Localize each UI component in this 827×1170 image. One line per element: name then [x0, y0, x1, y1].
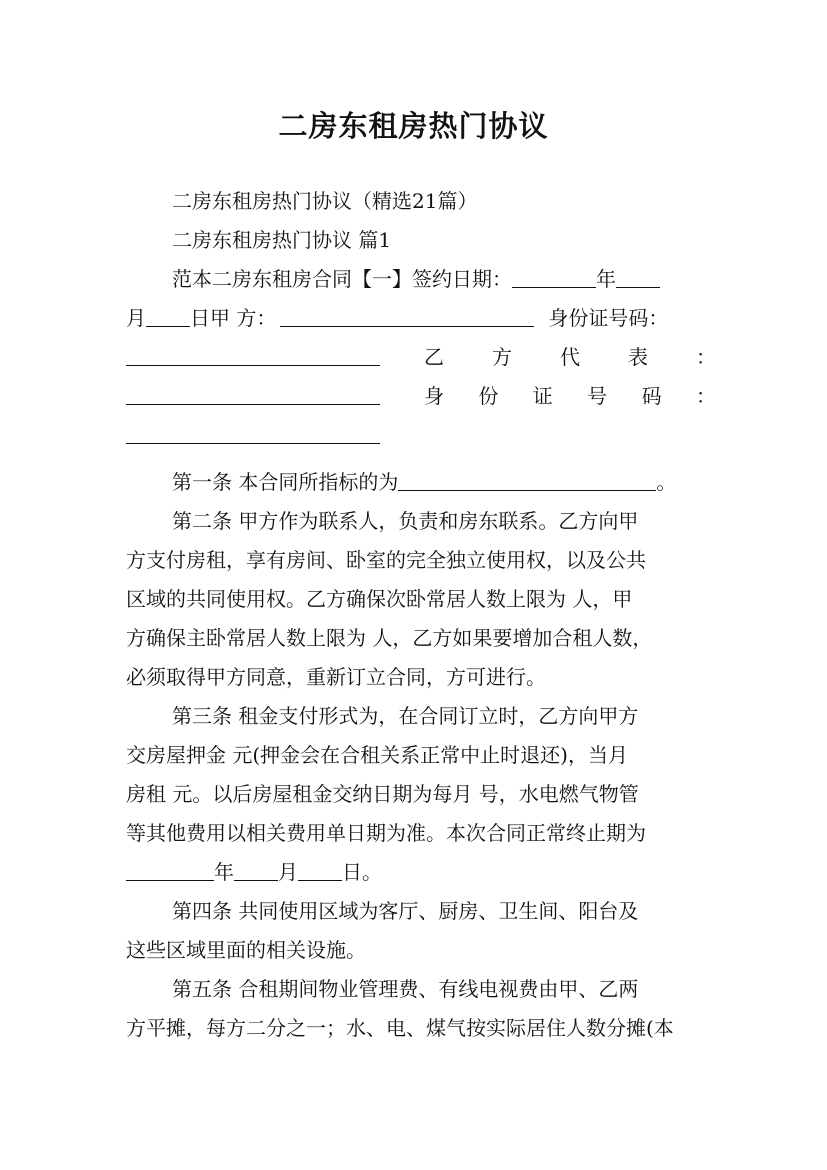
day-blank — [146, 299, 190, 327]
article-3: 第三条 租金支付形式为，在合同订立时，乙方向甲方 交房屋押金 元(押金会在合租关系正常中止时退还)，当月 房租 元。以后房屋租金交纳日期为每月 号，水电燃气物管 等其他费用以相关费用单日期为准。本次合同正常终止期为 年 月 日。 — [126, 697, 716, 892]
end-day-blank — [298, 853, 342, 881]
sign-date-line: 范本二房东租房合同【一】签约日期： 年 — [126, 260, 716, 299]
document-body — [126, 182, 716, 1048]
article-1: 第一条 本合同所指标的为 。 — [126, 463, 716, 502]
end-date-line: 年 月 日。 — [126, 853, 716, 892]
party-a-blank — [280, 299, 534, 327]
section-heading: 二房东租房热门协议 篇1 — [172, 228, 392, 252]
subtitle: 二房东租房热门协议（精选21篇） — [172, 189, 478, 213]
end-year-blank — [126, 853, 214, 881]
party-a-line: 月 日甲 方： 身份证号码： — [126, 299, 716, 338]
article-4: 第四条 共同使用区域为客厅、厨房、卫生间、阳台及 这些区域里面的相关设施。 — [126, 899, 639, 962]
party-b-rep-line: 乙 方 代 表 ： — [126, 338, 716, 377]
party-b-id-line: 身 份 证 号 码 ： — [126, 377, 716, 416]
article-5: 第五条 合租期间物业管理费、有线电视费由甲、乙两 方平摊，每方二分之一；水、电、煤气按实际居住人数分摊(本 — [126, 977, 674, 1040]
month-blank — [616, 260, 660, 288]
article-2: 第二条 甲方作为联系人，负责和房东联系。乙方向甲 方支付房租，享有房间、卧室的完全独立使用权，以及公共 区域的共同使用权。乙方确保次卧常居人数上限为 人，甲 方确保主卧常居人数上限为 人，乙方如果要增加合租人数， 必须取得甲方同意，重新订立合同，方可进行。 — [126, 509, 653, 689]
party-b-id-blank — [126, 416, 380, 444]
rep-blank — [126, 377, 380, 405]
year-blank — [512, 260, 596, 288]
subject-blank — [398, 463, 656, 491]
id-blank — [126, 338, 380, 366]
end-month-blank — [234, 853, 278, 881]
document-title: 二房东租房热门协议 — [278, 109, 549, 143]
party-b-id-blank-line — [126, 416, 716, 455]
